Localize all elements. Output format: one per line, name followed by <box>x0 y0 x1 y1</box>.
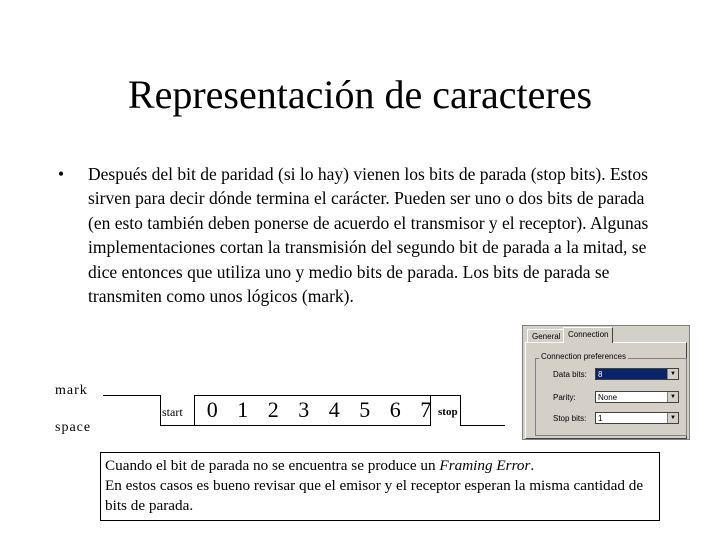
parity-select[interactable] <box>595 391 679 403</box>
note-line-1-suffix: . <box>530 457 535 474</box>
stop-bits-value: 1 <box>598 414 603 423</box>
mark-label: mark <box>55 383 88 398</box>
stop-line <box>430 395 460 396</box>
framing-error-term: Framing Error <box>439 457 531 474</box>
data-bits-value: 8 <box>598 370 603 379</box>
connection-dialog <box>522 325 690 440</box>
chevron-down-icon[interactable]: ▼ <box>667 413 678 423</box>
chevron-down-icon[interactable]: ▼ <box>667 369 678 379</box>
tab-connection[interactable]: Connection <box>563 327 613 343</box>
group-title: Connection preferences <box>541 352 626 361</box>
data-bits <box>197 397 441 423</box>
start-edge <box>160 395 161 425</box>
parity-value: None <box>598 393 618 402</box>
data-bits-label: Data bits: <box>553 370 587 379</box>
bits-left-edge <box>194 395 195 426</box>
space-label: space <box>55 420 92 435</box>
bit-label: 6 <box>389 397 401 422</box>
tab-general[interactable]: General <box>527 329 565 343</box>
stop-bits-label: Stop bits: <box>553 414 587 423</box>
stop-edge <box>460 395 461 425</box>
bit-label: 7 <box>420 397 432 422</box>
bit-label: 1 <box>237 397 249 422</box>
start-label: start <box>162 405 183 419</box>
mark-line-left <box>103 395 160 396</box>
bit-label: 4 <box>328 397 340 422</box>
bullet-paragraph <box>58 162 668 308</box>
note-line-2: En estos casos es bueno revisar que el emisor y el receptor esperan la misma cantidad de bits de parada. <box>105 477 644 514</box>
bullet-text: Después del bit de paridad (si lo hay) vienen los bits de parada (stop bits). Estos sirven para decir dónde termina el carácter. Pueden ser uno o dos bits de parada (en esto también deben ponerse de acuerdo el transmisor y el receptor). Algunas implementaciones cortan la transmisión del segundo bit de parada a la mitad, se dice entonces que utiliza uno y medio bits de parada. Los bits de parada se transmiten como unos lógicos (mark). <box>88 164 649 307</box>
bits-bottom-line <box>194 425 430 426</box>
stop-bits-select[interactable] <box>595 412 679 424</box>
bits-top-line <box>194 395 430 396</box>
space-line-start <box>160 425 195 426</box>
note-box <box>100 452 660 521</box>
data-bits-select[interactable] <box>595 368 679 380</box>
parity-label: Parity: <box>553 393 576 402</box>
page-title: Representación de caracteres <box>127 72 593 117</box>
bit-label: 0 <box>206 397 218 422</box>
stop-label: stop <box>438 406 458 418</box>
chevron-down-icon[interactable]: ▼ <box>667 392 678 402</box>
bit-label: 3 <box>298 397 310 422</box>
bit-label: 2 <box>267 397 279 422</box>
note-line-1-prefix: Cuando el bit de parada no se encuentra se produce un <box>105 457 440 474</box>
note-line-1 <box>105 456 655 476</box>
bullet-icon: • <box>58 164 65 184</box>
bit-label: 5 <box>359 397 371 422</box>
mark-line-right <box>460 425 505 426</box>
